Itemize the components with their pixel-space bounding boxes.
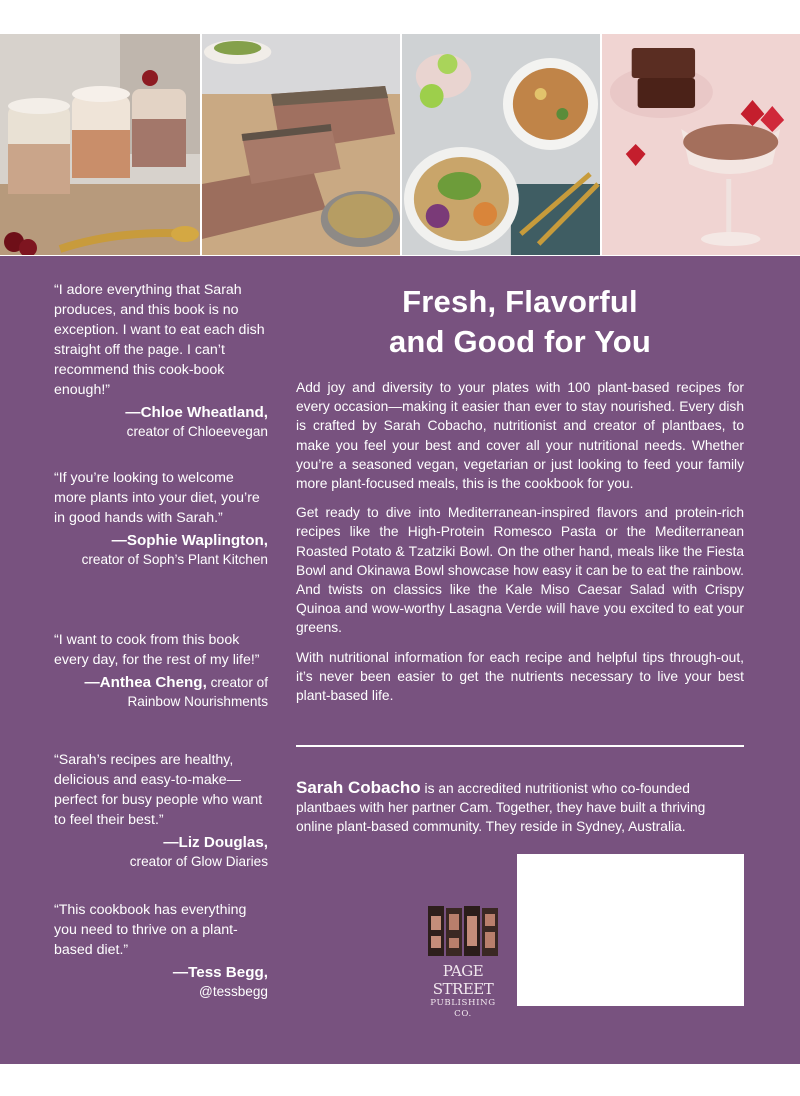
publisher-logo xyxy=(420,902,506,1020)
description-paragraph: Add joy and diversity to your plates with 100 plant-based recipes for every occasion—making it easier than ever to stay nourished. Every dish is crafted by Sarah Cobacho, nutritionist and creator of plantbaes, to make you feel your best and cover all your nutritional needs. Whether you’re a seasoned vegan, vegetarian or just looking to feed your family more plant-focused meals, this is the cookbook for you. xyxy=(296,380,744,492)
endorsement-quote xyxy=(54,630,268,711)
quote-author: —Anthea Cheng, xyxy=(84,674,207,691)
quote-author: —Sophie Waplington, xyxy=(111,532,268,549)
quote-author-role: @tessbegg xyxy=(199,984,268,999)
quote-author-role: creator of Chloeevegan xyxy=(126,424,268,439)
quote-author-role: creator of Glow Diaries xyxy=(129,854,268,869)
endorsement-quote xyxy=(54,900,268,1001)
description-column xyxy=(296,282,744,715)
endorsement-quote xyxy=(54,750,268,871)
quote-attribution xyxy=(54,403,268,441)
quote-text: “If you’re looking to welcome more plants into your diet, you’re in good hands with Sarah.” xyxy=(54,470,260,526)
chocolate-brownie-mousse-photo xyxy=(600,34,800,255)
quote-text: “I adore everything that Sarah produces, and this book is no exception. I want to eat each dish straight off the page. I can’t recommend this cook-book enough!” xyxy=(54,282,265,398)
quote-author: —Tess Begg, xyxy=(172,964,268,981)
publisher-subname: PUBLISHING CO. xyxy=(430,998,496,1019)
author-bio-text: is an accredited nutritionist who co-founded plantbaes with her partner Cam. Together, they have built a thriving online plant-based community. They reside in Sydney, Australia. xyxy=(296,781,706,835)
quote-author-role-inline: creator of xyxy=(206,675,268,690)
headline xyxy=(296,282,744,362)
quote-author: —Chloe Wheatland, xyxy=(125,404,268,421)
quote-author-role: creator of Soph’s Plant Kitchen xyxy=(81,552,268,567)
quote-text: “This cookbook has everything you need to thrive on a plant-based diet.” xyxy=(54,902,247,958)
quote-attribution xyxy=(54,963,268,1001)
description-paragraph: With nutritional information for each recipe and helpful tips through-out, it’s never been easier to get the nutrients necessary to live your best plant-based life. xyxy=(296,649,744,704)
publisher-name: PAGE STREET xyxy=(432,962,494,998)
quote-author-role: Rainbow Nourishments xyxy=(127,694,268,709)
section-divider xyxy=(296,745,744,747)
description-paragraph: Get ready to dive into Mediterranean-inspired flavors and protein-rich recipes like the High-Protein Romesco Pasta or the Mediterranean Roasted Potato & Tzatziki Bowl. On the other hand, meals like the Fiesta Bowl and Okinawa Bowl showcase how easy it can be to eat the rainbow. And twists on classics like the Kale Miso Caesar Salad with Crispy Quinoa and wow-worthy Lasagna Verde will have you excited to eat your greens. xyxy=(296,505,744,636)
photo-strip xyxy=(0,34,800,255)
seeded-bread-loaf-photo xyxy=(200,34,400,255)
noodle-and-buddha-bowls-photo xyxy=(400,34,600,255)
barcode-placeholder xyxy=(517,854,744,1006)
author-bio xyxy=(296,778,744,837)
author-name: Sarah Cobacho xyxy=(296,778,421,797)
quote-attribution xyxy=(54,531,268,569)
endorsement-quote xyxy=(54,468,268,569)
quote-text: “Sarah’s recipes are healthy, delicious and easy-to-make—perfect for busy people who want to feel their best.” xyxy=(54,752,263,828)
overnight-oats-jars-photo xyxy=(0,34,200,255)
letterpress-blocks-icon xyxy=(426,902,500,960)
headline-line-1: Fresh, Flavorful xyxy=(402,284,638,319)
quote-attribution xyxy=(54,833,268,871)
endorsement-quote xyxy=(54,280,268,441)
back-cover-panel xyxy=(0,256,800,1064)
headline-line-2: and Good for You xyxy=(388,324,652,359)
quote-author: —Liz Douglas, xyxy=(163,834,268,851)
quote-text: “I want to cook from this book every day, for the rest of my life!” xyxy=(54,632,260,668)
quote-attribution xyxy=(54,673,268,711)
